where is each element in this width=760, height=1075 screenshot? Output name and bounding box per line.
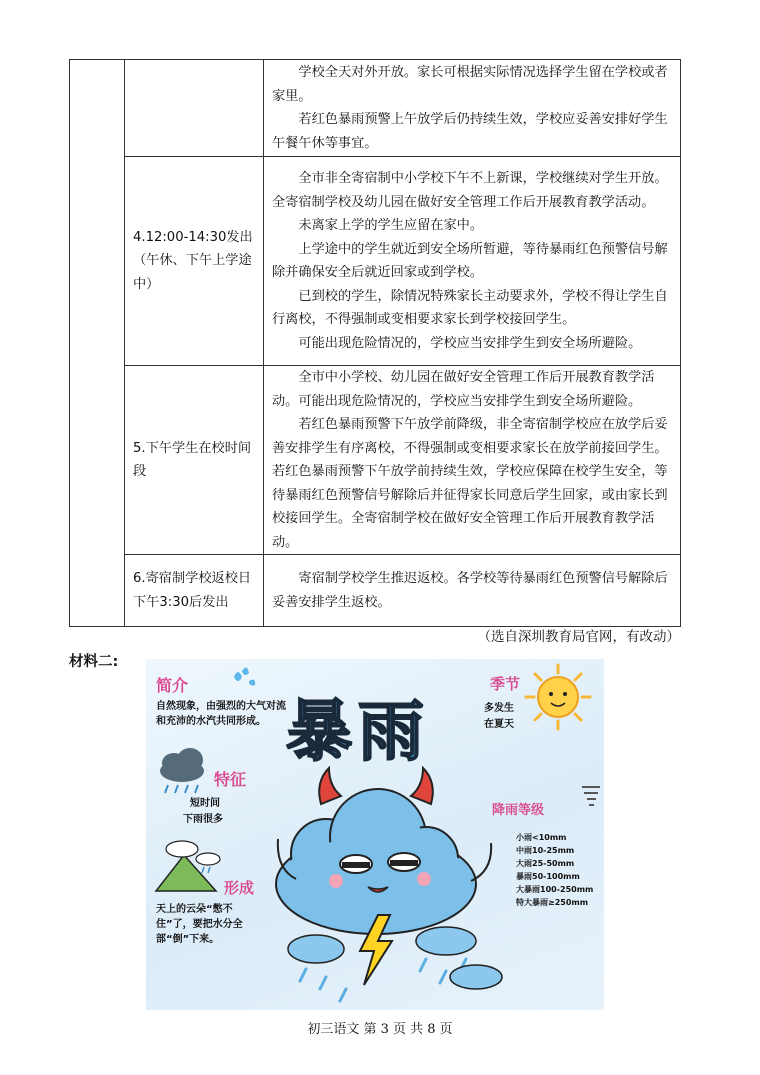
- table-row: [70, 60, 681, 157]
- level-item: 大暴雨100-250mm: [516, 885, 594, 894]
- paragraph: 学校全天对外开放。家长可根据实际情况选择学生留在学校或者家里。: [272, 65, 668, 104]
- small-clouds: [288, 927, 502, 989]
- levels-list: [516, 831, 593, 909]
- table-cell-left: [70, 60, 125, 627]
- rainstorm-poster: [146, 659, 604, 1010]
- intro-text: 自然现象，由强烈的大气对流和充沛的水汽共同形成。: [156, 701, 286, 727]
- level-item: 中雨10-25mm: [516, 846, 575, 855]
- devil-cloud-icon: [276, 768, 491, 934]
- rain-cloud-icon: [160, 748, 204, 793]
- feature-line: 下雨很多: [183, 814, 223, 825]
- table-row: [70, 366, 681, 555]
- paragraph: 已到校的学生，除情况特殊家长主动要求外，学校不得让学生自行离校，不得强制或变相要求家长到学校接回学生。: [272, 288, 668, 327]
- tornado-icon: [582, 787, 600, 805]
- paragraph: 若红色暴雨预警下午放学前降级，非全寄宿制学校应在放学后妥善安排学生有序离校，不得强制或变相要求家长在放学前接回学生。若红色暴雨预警下午放学前持续生效，学校应保障在校学生安全，等待暴雨红色预警信号解除后并征得家长同意后学生回家，或由家长到校接回学生。全寄宿制学校在做好安全管理工作后开展教育教学活动。: [272, 417, 668, 550]
- measures-cell: [264, 555, 681, 627]
- sun-icon: [526, 665, 590, 729]
- table-row: [70, 555, 681, 627]
- level-item: 大雨25-50mm: [516, 859, 575, 868]
- rainstorm-school-table: [69, 59, 681, 627]
- paragraph: 可能出现危险情况的，学校应当安排学生到安全场所避险。: [298, 335, 642, 351]
- feature-line: 短时间: [190, 798, 220, 809]
- splash-icon: [234, 667, 255, 685]
- formation-title: 形成: [224, 879, 255, 897]
- phase-cell: 4.12:00-14:30发出（午休、下午上学途中）: [125, 157, 264, 366]
- intro-title: 简介: [156, 676, 189, 695]
- source-note: （选自深圳教育局官网，有改动）: [477, 629, 680, 645]
- season-title: 季节: [490, 675, 521, 693]
- measures-cell: [264, 60, 681, 157]
- level-item: 小雨<10mm: [516, 833, 567, 842]
- mountain-cloud-icon: [156, 841, 220, 891]
- paragraph: 若红色暴雨预警上午放学后仍持续生效，学校应妥善安排好学生午餐午休等事宜。: [272, 112, 668, 151]
- levels-title: 降雨等级: [492, 803, 545, 818]
- season-line: 在夏天: [484, 719, 514, 730]
- paragraph: 寄宿制学校学生推迟返校。各学校等待暴雨红色预警信号解除后妥善安排学生返校。: [272, 571, 668, 610]
- formation-text: 天上的云朵“憋不住”了，要把水分全部“倒”下来。: [156, 904, 243, 945]
- page-footer: 初三语文 第 3 页 共 8 页: [307, 1022, 453, 1037]
- paragraph: 全市非全寄宿制中小学校下午不上新课，学校继续对学生开放。全寄宿制学校及幼儿园在做好安全管理工作后开展教育教学活动。: [272, 171, 668, 210]
- phase-cell: 5.下午学生在校时间段: [125, 366, 264, 555]
- season-line: 多发生: [484, 703, 514, 714]
- phase-cell: 6.寄宿制学校返校日下午3:30后发出: [125, 555, 264, 627]
- rain-drops: [300, 959, 466, 1001]
- phase-cell: [125, 60, 264, 157]
- level-item: 特大暴雨≥250mm: [516, 898, 589, 907]
- paragraph: 未离家上学的学生应留在家中。: [298, 218, 484, 233]
- feature-title: 特征: [214, 770, 247, 789]
- level-item: 暴雨50-100mm: [516, 872, 580, 881]
- material-label: 材料二:: [69, 654, 119, 670]
- paragraph: 上学途中的学生就近到安全场所暂避，等待暴雨红色预警信号解除并确保安全后就近回家或到学校。: [272, 241, 668, 280]
- measures-cell: [264, 157, 681, 366]
- table-row: [70, 157, 681, 366]
- measures-cell: [264, 366, 681, 555]
- poster-title: 暴雨: [286, 693, 430, 770]
- paragraph: 全市中小学校、幼儿园在做好安全管理工作后开展教育教学活动。可能出现危险情况的，学校应当安排学生到安全场所避险。: [272, 370, 655, 409]
